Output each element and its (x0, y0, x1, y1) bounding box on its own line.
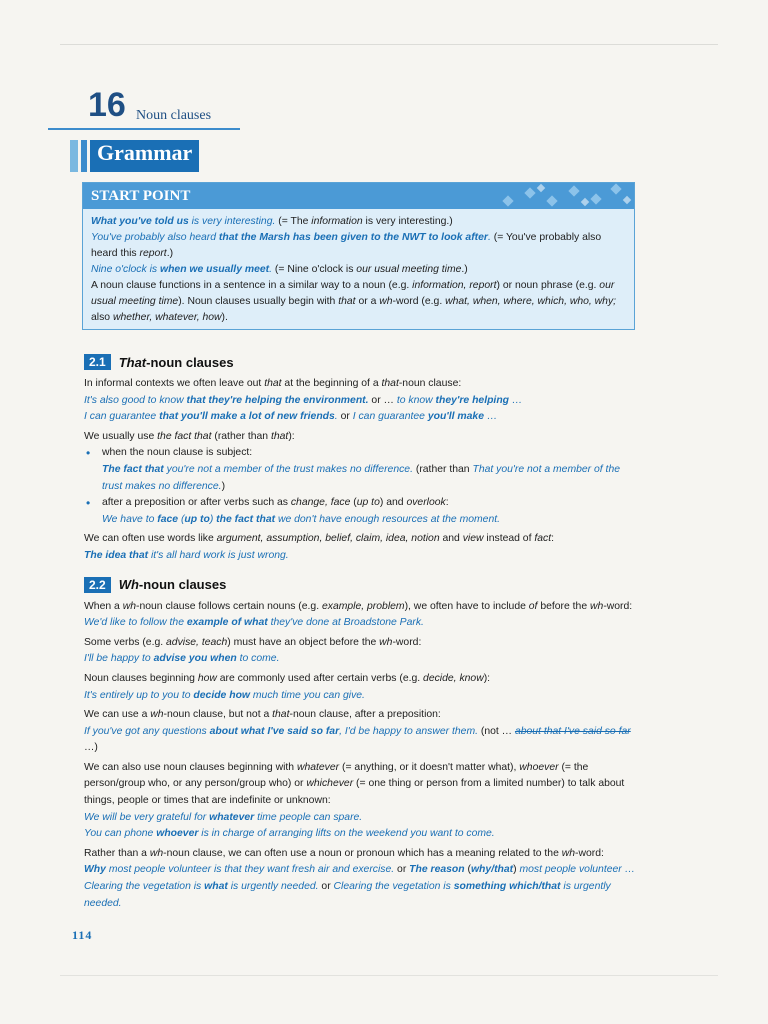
text-run: Rather than a (84, 847, 150, 859)
example-text: it's all hard work is just wrong. (148, 549, 289, 561)
grammar-bar-decoration (70, 140, 78, 172)
text-run: (= the person/group who, or any person/group who) or (84, 761, 589, 790)
start-point-line (91, 278, 626, 326)
example-text: . (487, 232, 491, 243)
text-run: .) (461, 264, 468, 275)
example-text: Nine o'clock is (91, 264, 160, 275)
italic-term: information (311, 216, 363, 227)
page-edge-top (60, 44, 718, 45)
text-run: ): (483, 672, 491, 684)
unit-number: 16 (88, 86, 126, 124)
example-highlight: whoever (156, 828, 199, 840)
grammar-label: Grammar (90, 140, 199, 172)
example-text: Clearing the vegetation is (333, 881, 454, 893)
text-run: (= one thing or person from a limited number) to talk about things, people or times that are indefinite or unknown: (84, 778, 625, 807)
text-line (84, 651, 636, 668)
text-line (84, 760, 636, 810)
text-line (84, 826, 636, 843)
italic-term: whoever (519, 761, 559, 773)
example-text: is urgently needed. (227, 881, 319, 893)
text-run: -noun clause follows certain nouns (e.g. (136, 600, 322, 612)
text-run: We usually use (84, 430, 158, 442)
text-line (84, 393, 636, 410)
example-text: If you've got any questions (84, 725, 210, 737)
example-highlight: what (204, 881, 228, 893)
text-run: -noun clause, we can often use a noun or pronoun which has a meaning related to the (163, 847, 562, 859)
italic-term: view (462, 533, 484, 545)
text-line (84, 688, 636, 705)
text-line (84, 724, 636, 757)
text-line (84, 810, 636, 827)
text-line (84, 846, 636, 863)
text-run: -noun clauses (138, 577, 227, 593)
example-text: is very interesting. (188, 216, 276, 227)
italic-term: that (264, 378, 282, 389)
text-run: : (551, 533, 555, 545)
example-highlight: face (157, 513, 179, 525)
italic-term: up to (356, 497, 380, 509)
example-highlight: The reason (409, 864, 465, 876)
text-line (84, 409, 636, 426)
text-line (84, 531, 636, 548)
text-run: Noun clauses beginning (84, 672, 198, 684)
example-text: Clearing the vegetation is (84, 881, 205, 893)
text-run: -noun clause, after a preposition: (289, 709, 441, 721)
text-line (84, 548, 636, 565)
example-text: I'll be happy to (84, 653, 154, 665)
text-run: : (445, 497, 449, 509)
section-number: 2.2 (84, 577, 111, 593)
italic-term: that (270, 430, 289, 442)
page-number: 114 (72, 928, 93, 942)
example-text: . (334, 411, 338, 423)
example-text: we don't have enough resources at the moment. (275, 513, 501, 525)
example-text: We will be very grateful for (84, 811, 210, 823)
italic-term: that (338, 296, 356, 307)
start-point-line (91, 230, 626, 262)
text-run: is very interesting.) (362, 216, 453, 227)
example-highlight: advise you when (153, 653, 237, 665)
text-run: are commonly used after certain verbs (e.g. (216, 672, 424, 684)
text-run: (= Nine o'clock is (272, 264, 357, 275)
example-highlight: about what I've said so far (209, 725, 340, 737)
example-text: they've done at Broadstone Park. (267, 617, 424, 629)
text-run: instead of (483, 533, 535, 545)
italic-term: what, when, where, which, who, why; (445, 296, 617, 307)
incorrect-example: about that I've said so far (514, 725, 631, 737)
example-text: , I'd be happy to answer them. (339, 725, 478, 737)
italic-term: wh (379, 636, 393, 648)
text-run: ) must have an object before the (227, 636, 380, 648)
italic-term: decide, know (423, 672, 484, 684)
example-highlight: The idea that (84, 549, 149, 561)
text-run: In informal contexts we often leave out (84, 378, 265, 389)
example-highlight: something which/that (453, 881, 561, 893)
text-run: or (394, 864, 410, 876)
text-line (84, 707, 636, 724)
example-text: most people volunteer … (519, 864, 635, 876)
section-heading (84, 352, 636, 372)
italic-term: overlook (406, 497, 446, 509)
example-text: … (484, 411, 498, 423)
example-text: much time you can give. (250, 689, 365, 701)
example-text: ( (178, 513, 185, 525)
text-run: (= The (275, 216, 312, 227)
italic-term: that (272, 709, 290, 721)
example-text: is urgently needed. (84, 881, 611, 909)
text-line (84, 671, 636, 688)
text-run: -word: (392, 636, 422, 648)
text-run: or (318, 881, 334, 893)
text-run: ) or noun phrase (e.g. (496, 280, 600, 291)
italic-term: Wh (118, 577, 139, 593)
italic-term: wh (149, 847, 164, 859)
text-run: when the noun clause is subject: (102, 447, 253, 459)
text-run: We can use a (84, 709, 151, 721)
example-highlight: Why (84, 864, 106, 876)
text-run: ) (513, 864, 520, 876)
text-run: or (337, 411, 353, 423)
text-run: ( (350, 497, 357, 509)
italic-term: wh (150, 709, 164, 721)
text-run: or … (368, 394, 397, 406)
text-run: A noun clause functions in a sentence in a similar way to a noun (e.g. (91, 280, 413, 291)
text-line (84, 862, 636, 879)
example-text: to know (396, 394, 436, 406)
example-highlight: up to (184, 513, 210, 525)
text-run: -word (e.g. (392, 296, 446, 307)
example-text: You can phone (84, 828, 157, 840)
italic-term: of (528, 600, 538, 612)
italic-term: argument, assumption, belief, claim, idea, notion (216, 533, 440, 545)
example-text: We'd like to follow the (84, 617, 187, 629)
text-line (84, 615, 636, 632)
example-highlight: the fact that (216, 513, 276, 525)
italic-term: our usual meeting time (356, 264, 462, 275)
italic-term: whichever (306, 778, 354, 790)
section-number: 2.1 (84, 354, 111, 370)
text-run: …) (84, 742, 98, 754)
text-run: (not … (477, 725, 515, 737)
example-text: ) (209, 513, 217, 525)
example-highlight: decide how (193, 689, 251, 701)
text-line (84, 429, 636, 446)
italic-term: That (118, 354, 147, 370)
italic-term: wh (122, 600, 136, 612)
text-line (84, 635, 636, 652)
example-highlight: whatever (209, 811, 255, 823)
unit-title: Noun clauses (136, 108, 212, 123)
section-heading (84, 575, 636, 595)
example-text: I can guarantee (84, 411, 160, 423)
italic-term: example, problem (321, 600, 405, 612)
bullet-point (84, 495, 636, 512)
start-point-title: START POINT (91, 188, 191, 204)
text-line (84, 376, 636, 393)
example-text: It's also good to know (84, 394, 187, 406)
text-run: -noun clause: (398, 378, 462, 389)
text-run: ) (221, 480, 226, 492)
start-point-box (82, 182, 635, 330)
example-highlight: when we usually meet (159, 264, 270, 275)
text-run: (rather than (412, 463, 473, 475)
example-highlight: that you'll make a lot of new friends (159, 411, 335, 423)
text-run: ) and (379, 497, 407, 509)
italic-term: wh (561, 847, 576, 859)
example-highlight: example of what (186, 617, 268, 629)
unit-header (48, 86, 240, 130)
text-run: after a preposition or after verbs such as (102, 497, 291, 509)
text-run: ). (221, 312, 228, 323)
italic-term: information, report (412, 280, 497, 291)
text-run: ( (464, 864, 471, 876)
example-text: I can guarantee (352, 411, 428, 423)
example-text: That you're not a member of the trust makes no difference. (102, 463, 620, 492)
text-line (84, 879, 636, 912)
text-run: (= anything, or it doesn't matter what), (339, 761, 520, 773)
start-point-header (83, 183, 634, 209)
text-run: -word: (603, 600, 633, 612)
start-point-body (83, 209, 634, 326)
text-run: ), we often have to include (404, 600, 529, 612)
grammar-bar-decoration (81, 140, 87, 172)
bullet-point (84, 445, 636, 462)
example-text: most people volunteer is that they want fresh air and exercise. (105, 864, 395, 876)
page-edge-bottom (60, 975, 718, 976)
example-highlight: why/that (470, 864, 514, 876)
italic-term: advise, teach (166, 636, 228, 648)
unit-rule (48, 128, 240, 130)
italic-term: change, face (290, 497, 351, 509)
start-point-line (91, 262, 626, 278)
example-text: you're not a member of the trust makes no difference. (163, 463, 413, 475)
text-run: -noun clause, but not a (163, 709, 273, 721)
text-run: Some verbs (e.g. (84, 636, 167, 648)
italic-term: how (197, 672, 217, 684)
example-text: You've probably also heard (91, 232, 219, 243)
example-text: is in charge of arranging lifts on the weekend you want to come. (198, 828, 495, 840)
text-run: We can also use noun clauses beginning with (84, 761, 297, 773)
checker-decoration-icon (484, 183, 634, 209)
italic-term: wh (379, 296, 393, 307)
text-run: at the beginning of a (281, 378, 382, 389)
text-line (84, 599, 636, 616)
text-run: -noun clauses (146, 354, 234, 370)
italic-term: report (139, 248, 167, 259)
example-highlight: The fact that (102, 463, 164, 475)
italic-term: that (381, 378, 399, 389)
text-line (84, 462, 636, 495)
example-text: . (269, 264, 273, 275)
italic-term: wh (590, 600, 604, 612)
section-title (119, 355, 234, 370)
example-highlight: they're helping (435, 394, 510, 406)
text-run: and (439, 533, 463, 545)
example-text: We have to (102, 513, 158, 525)
example-text: It's entirely up to you to (84, 689, 194, 701)
italic-term: the fact that (157, 430, 212, 442)
text-run: We can often use words like (84, 533, 217, 545)
start-point-line (91, 214, 626, 230)
italic-term: fact (534, 533, 552, 545)
text-run: before the (537, 600, 591, 612)
example-text: … (509, 394, 523, 406)
text-run: ). Noun clauses usually begin with (178, 296, 339, 307)
example-highlight: What you've told us (91, 216, 189, 227)
italic-term: whatever (296, 761, 340, 773)
example-highlight: you'll make (427, 411, 484, 423)
text-run: -word: (575, 847, 604, 859)
text-run: (= You've probably also heard this (91, 232, 602, 259)
example-highlight: that they're helping the environment. (186, 394, 369, 406)
example-highlight: that the Marsh has been given to the NWT to look after (218, 232, 488, 243)
italic-term: our usual meeting time (91, 280, 615, 307)
text-run: .) (166, 248, 174, 259)
main-content (84, 352, 636, 912)
example-text: to come. (236, 653, 280, 665)
section-title (119, 577, 227, 592)
text-run: ): (288, 430, 295, 442)
text-run: also (91, 312, 113, 323)
text-run: When a (84, 600, 123, 612)
text-line (84, 512, 636, 529)
italic-term: whether, whatever, how (112, 312, 222, 323)
text-run: or a (355, 296, 380, 307)
example-text: time people can spare. (254, 811, 363, 823)
text-run: (rather than (211, 430, 271, 442)
